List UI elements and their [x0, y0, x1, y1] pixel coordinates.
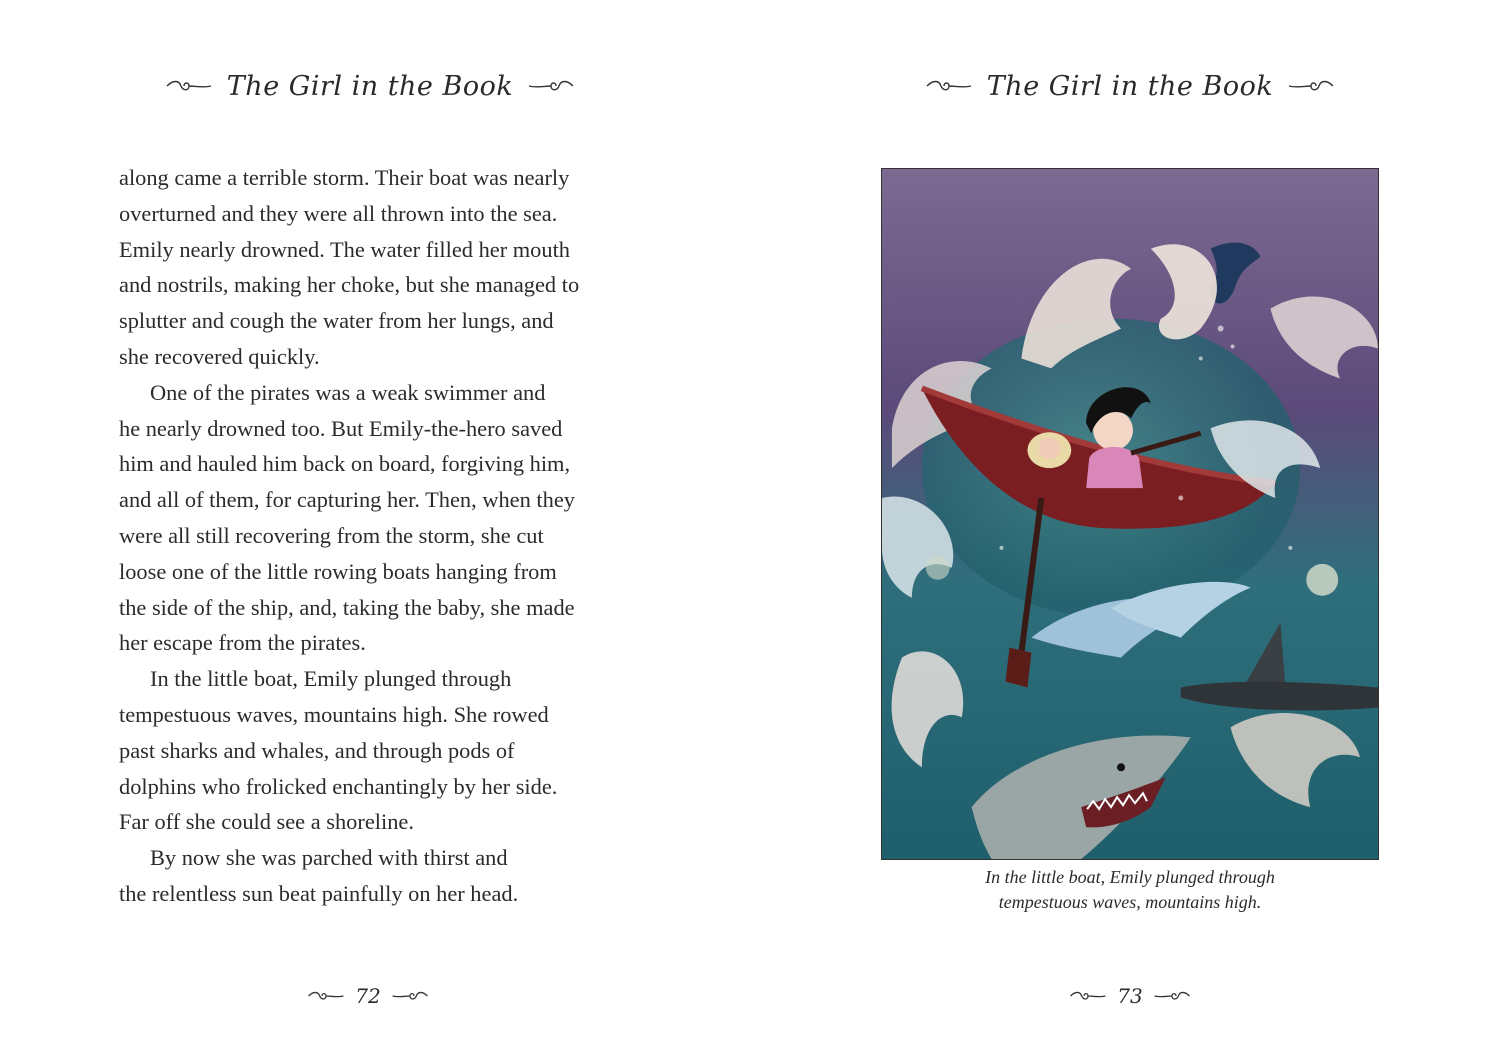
flourish-left-icon	[1069, 988, 1107, 1004]
text-line: him and hauled him back on board, forgiving him,	[119, 451, 571, 477]
running-head-title: The Girl in the Book	[986, 70, 1274, 102]
text-line: were all still recovering from the storm, she cut	[119, 522, 544, 548]
text-line: her escape from the pirates.	[119, 630, 366, 656]
text-line: he nearly drowned too. But Emily-the-hero saved	[119, 415, 563, 441]
flourish-left-icon	[925, 76, 973, 96]
flourish-right-icon	[1153, 988, 1191, 1004]
caption-line: In the little boat, Emily plunged through	[985, 867, 1275, 887]
text-line: In the little boat, Emily plunged through	[150, 666, 512, 692]
text-line: One of the pirates was a weak swimmer and	[150, 379, 546, 405]
flourish-left-icon	[307, 988, 345, 1004]
storm-illustration	[881, 168, 1379, 860]
caption-line: tempestuous waves, mountains high.	[998, 892, 1262, 912]
flourish-right-icon	[527, 76, 575, 96]
flourish-left-icon	[165, 76, 213, 96]
text-line: past sharks and whales, and through pods of	[119, 737, 515, 763]
page-folio	[1050, 982, 1210, 1010]
text-line: overturned and they were all thrown into the sea.	[119, 200, 558, 226]
text-line: splutter and cough the water from her lungs, and	[119, 308, 554, 334]
running-head	[180, 62, 560, 110]
text-line: the relentless sun beat painfully on her head.	[119, 880, 519, 906]
text-line: tempestuous waves, mountains high. She rowed	[119, 701, 549, 727]
text-line: along came a terrible storm. Their boat was nearly	[119, 165, 570, 190]
page-number: 73	[1117, 984, 1143, 1008]
text-line: and nostrils, making her choke, but she managed to	[119, 272, 580, 298]
jellyfish-icon	[926, 556, 950, 580]
text-line: the side of the ship, and, taking the baby, she made	[119, 594, 575, 620]
page-folio	[288, 982, 448, 1010]
text-line: By now she was parched with thirst and	[150, 845, 508, 871]
text-line: and all of them, for capturing her. Then, when they	[119, 487, 575, 513]
text-line: loose one of the little rowing boats hanging from	[119, 558, 557, 584]
flourish-right-icon	[391, 988, 429, 1004]
jellyfish-icon	[1306, 564, 1338, 596]
flourish-right-icon	[1287, 76, 1335, 96]
text-line: she recovered quickly.	[119, 343, 320, 369]
text-line: Emily nearly drowned. The water filled her mouth	[119, 236, 570, 262]
running-head-title: The Girl in the Book	[226, 70, 514, 102]
text-line: dolphins who frolicked enchantingly by her side.	[119, 773, 558, 799]
body-text	[119, 160, 639, 912]
page-number: 72	[355, 984, 381, 1008]
running-head	[940, 62, 1320, 110]
illustration-caption	[890, 865, 1370, 915]
text-line: Far off she could see a shoreline.	[119, 809, 414, 835]
